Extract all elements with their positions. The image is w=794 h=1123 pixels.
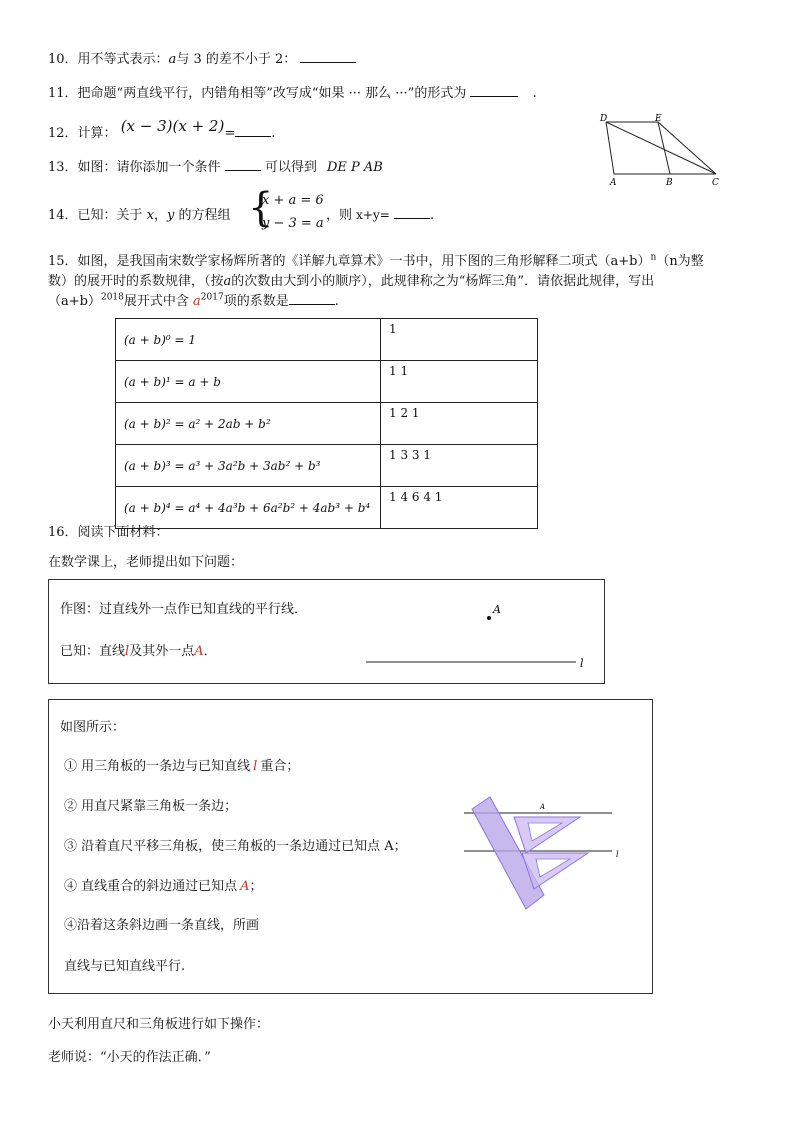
coefficient-cell: 1 2 1 — [381, 403, 538, 445]
q11-answer-blank[interactable] — [470, 84, 518, 97]
q14-sep: ， — [154, 208, 168, 223]
label-c: C — [712, 178, 719, 188]
step1-b: 重合； — [260, 759, 300, 774]
q13-relation: DE P AB — [326, 160, 383, 175]
q15-line3-a: （a+b） — [48, 294, 101, 309]
coefficient-cell: 1 1 — [381, 361, 538, 403]
label-b: B — [666, 178, 673, 188]
box1-line2-end: ． — [203, 644, 217, 659]
step-3: ③ 沿着直尺平移三角板，使三角板的一条边通过已知点 A； — [64, 839, 407, 854]
table-row — [116, 403, 538, 445]
q10-text-a: 10．用不等式表示： — [48, 52, 169, 67]
q14-var-y: y — [167, 208, 175, 223]
after-line-2: 老师说：“小天的作法正确．” — [48, 1050, 211, 1065]
step-5: ④沿着这条斜边画一条直线，所画 — [64, 918, 260, 933]
table-row — [116, 361, 538, 403]
q14-sum: x+y= — [356, 208, 390, 222]
q14-tail — [326, 204, 434, 223]
q15-line3-var: a — [193, 294, 201, 309]
q14-var-x: x — [146, 208, 155, 223]
question-13 — [48, 156, 383, 175]
step1-var: l — [253, 759, 258, 774]
box1-line2-b: 及其外一点 — [129, 644, 195, 659]
q15-line3-end: . — [334, 294, 339, 309]
coefficient-cell: 1 3 3 1 — [381, 445, 538, 487]
expansion-cell: (a + b)¹ = a + b — [116, 361, 381, 403]
q10-answer-blank[interactable] — [300, 50, 356, 63]
q13-text-b: 可以得到 — [264, 160, 317, 175]
q15-line1-end: （n为整 — [656, 254, 704, 269]
q12-text: 12．计算： — [48, 126, 117, 141]
question-15-line-3 — [48, 290, 339, 309]
q13-answer-blank[interactable] — [225, 158, 261, 171]
q15-answer-blank[interactable] — [289, 292, 335, 305]
question-15-line-2 — [48, 270, 654, 289]
q14-text-c: ，则 — [326, 208, 353, 223]
point-a — [487, 616, 491, 620]
q12-answer-blank[interactable] — [235, 124, 271, 137]
q15-line2-text: 数）的展开时的系数规律，（按 — [48, 274, 224, 289]
q15-line3-sup2: 2017 — [200, 292, 224, 303]
step-2: ② 用直尺紧靠三角板一条边； — [64, 799, 238, 814]
box1-label-a: A — [493, 603, 501, 616]
q13-figure — [596, 112, 724, 188]
box1-line-2 — [60, 640, 217, 659]
q15-line3-sup1: 2018 — [100, 292, 124, 303]
table-row — [116, 487, 538, 529]
q16-intro: 在数学课上，老师提出如下问题： — [48, 555, 244, 570]
q16-title: 16．阅读下面材料： — [48, 525, 169, 540]
q15-line3-c: 项的系数是 — [223, 294, 289, 309]
ruler-triangle-figure — [462, 795, 632, 915]
question-10 — [48, 48, 356, 67]
coefficient-cell: 1 — [381, 319, 538, 361]
fig-label-l: l — [616, 850, 619, 859]
q10-var-a: a — [168, 52, 177, 67]
q15-line2-end: 的次数由大到小的顺序），此规律称之为“杨辉三角”．请依据此规律，写出 — [231, 274, 655, 289]
step-4 — [64, 875, 263, 894]
label-a: A — [610, 178, 617, 188]
q15-line1-sup: n — [650, 252, 657, 263]
q15-line1-text: 15．如图，是我国南宋数学家杨辉所著的《详解九章算术》一书中，用下图的三角形解释二项式（a+b） — [48, 254, 651, 269]
q14-answer-blank[interactable] — [394, 206, 430, 219]
q14-text-b: 的方程组 — [178, 208, 231, 223]
box1-figure — [360, 598, 595, 672]
question-12 — [48, 117, 276, 141]
question-14 — [48, 204, 231, 223]
q13-text-a: 13．如图：请你添加一个条件 — [48, 160, 221, 175]
segment-dc — [606, 122, 716, 174]
box1-line2-a: 已知：直线 — [60, 644, 126, 659]
step1-a: ① 用三角板的一条边与已知直线 — [64, 759, 251, 774]
yanghui-table — [115, 318, 538, 529]
question-15-line-1 — [48, 250, 704, 269]
q15-line2-var: a — [223, 274, 232, 289]
triangle-lower — [522, 853, 588, 889]
step-6: 直线与已知直线平行. — [64, 959, 186, 974]
q11-text: 11．把命题“两直线平行，内错角相等”改写成“如果 ··· 那么 ···”的形式为 — [48, 86, 467, 101]
step4-var: A — [240, 879, 250, 894]
q12-expression: (x − 3)(x + 2) — [120, 117, 225, 135]
q14-system-brace: { — [248, 185, 274, 231]
expansion-cell: (a + b)² = a² + 2ab + b² — [116, 403, 381, 445]
box2-title: 如图所示： — [60, 720, 126, 735]
fig-label-a: A — [540, 803, 546, 811]
step4-b: ； — [249, 879, 263, 894]
label-e: E — [655, 114, 662, 124]
step4-a: ④ 直线重合的斜边通过已知点 — [64, 879, 238, 894]
q14-equation-2: y − 3 = a — [262, 216, 324, 231]
box1-var-l: l — [125, 644, 130, 659]
label-d: D — [600, 114, 608, 124]
expansion-cell: (a + b)⁴ = a⁴ + 4a³b + 6a²b² + 4ab³ + b⁴ — [116, 487, 381, 529]
triangle-upper — [514, 817, 580, 853]
expansion-cell: (a + b)⁰ = 1 — [116, 319, 381, 361]
after-line-1: 小天利用直尺和三角板进行如下操作： — [48, 1017, 270, 1032]
q12-end: . — [271, 126, 276, 141]
coefficient-cell: 1 4 6 4 1 — [381, 487, 538, 529]
q14-equation-1: x + a = 6 — [262, 193, 324, 208]
q11-end: . — [532, 86, 537, 101]
segment-ec — [658, 122, 716, 174]
q12-equals: = — [224, 126, 236, 141]
expansion-cell: (a + b)³ = a³ + 3a²b + 3ab² + b³ — [116, 445, 381, 487]
table-row — [116, 319, 538, 361]
q10-text-b: 与 3 的差不小于 2： — [176, 52, 297, 67]
step-1 — [64, 755, 299, 774]
box1-label-l: l — [580, 657, 584, 670]
question-11 — [48, 82, 537, 101]
box1-line-1: 作图：过直线外一点作已知直线的平行线． — [60, 602, 308, 617]
q14-end: . — [429, 208, 435, 223]
q14-text-a: 14．已知：关于 — [48, 208, 143, 223]
q15-line3-b: 展开式中含 — [123, 294, 189, 309]
table-row — [116, 445, 538, 487]
box1-var-a: A — [194, 644, 204, 659]
